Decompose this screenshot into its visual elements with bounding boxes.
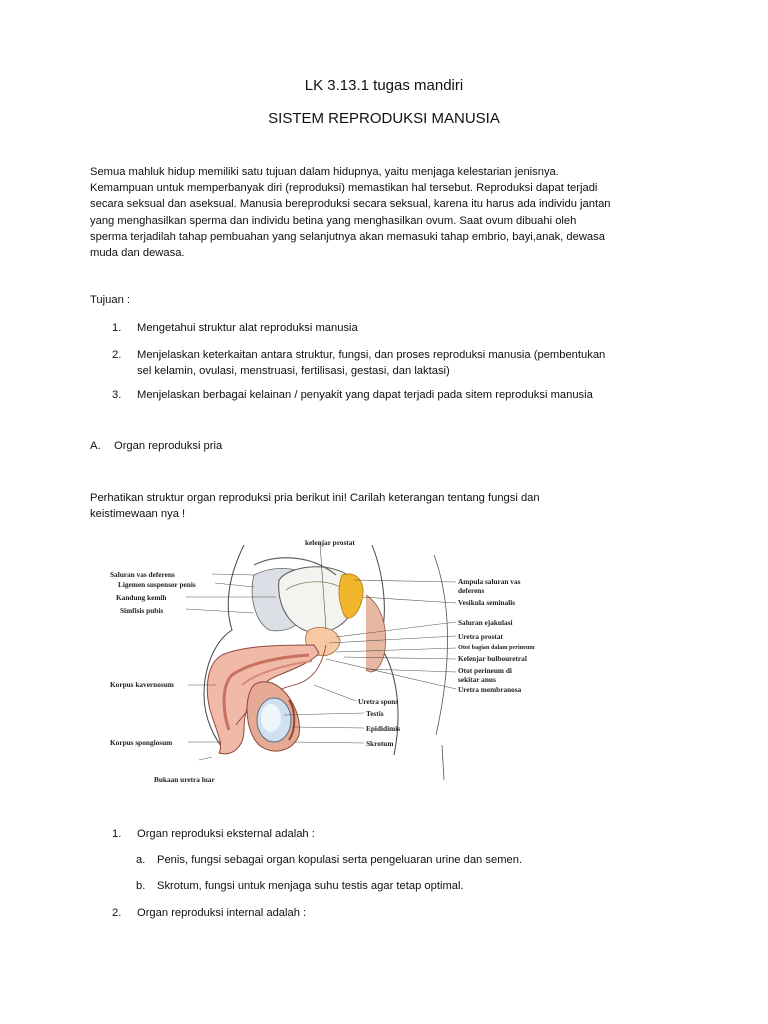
intro-line: Semua mahluk hidup memiliki satu tujuan dalam hidupnya, yaitu menjaga kelestarian jenisnya. (90, 166, 559, 178)
eksternal-item-text: Skrotum, fungsi untuk menjaga suhu testis agar tetap optimal. (157, 880, 464, 892)
male-reproductive-figure (104, 535, 560, 795)
section-a-number: A. (90, 440, 101, 452)
label-vesikula-seminalis: Vesikula seminalis (458, 598, 516, 607)
intro-line: sperma terjadilah tahap pembuahan yang selanjutnya akan memasuki tahap embrio, bayi,anak, dewasa (90, 230, 605, 243)
label-uretra-prostat: Uretra prostat (458, 632, 503, 641)
label-korpus-spongiosum: Korpus spongiosum (110, 738, 173, 747)
intro-paragraph (90, 164, 690, 261)
label-ligemen-suspensor: Ligemen suspensor penis (118, 580, 196, 589)
label-uretra-spons: Uretra spons (358, 697, 399, 706)
label-otot-perineum-anus: Otot perineum di (458, 666, 512, 675)
tujuan-item-number: 2. (112, 349, 122, 361)
label-epididimis: Epididimis (366, 724, 401, 733)
eksternal-item-letter: b. (136, 880, 146, 892)
tujuan-label: Tujuan : (90, 294, 131, 306)
tujuan-item-text: Mengetahui struktur alat reproduksi manusia (137, 322, 358, 334)
section-a-title: Organ reproduksi pria (114, 440, 223, 452)
intro-line: muda dan dewasa. (90, 247, 185, 260)
eksternal-item-letter: a. (136, 854, 146, 866)
label-bukaan-uretra-luar: Bukaan uretra luar (154, 775, 215, 784)
tujuan-item-number: 1. (112, 322, 122, 334)
instruction-line: keistimewaan nya ! (90, 508, 186, 521)
organ-list-text: Organ reproduksi internal adalah : (137, 907, 307, 919)
label-otot-perineum-anus-2: sekitar anus (458, 675, 496, 684)
label-kelenjar-prostat: kelenjar prostat (305, 538, 355, 547)
organ-list-text: Organ reproduksi eksternal adalah : (137, 828, 315, 840)
tujuan-item-text: Menjelaskan keterkaitan antara struktur, fungsi, dan proses reproduksi manusia (pembentukan (137, 349, 606, 361)
label-skrotum: Skrotum (366, 739, 394, 748)
organ-list-number: 2. (112, 907, 122, 919)
tujuan-item-text: sel kelamin, ovulasi, menstruasi, fertilisasi, gestasi, dan laktasi) (137, 365, 450, 378)
label-otot-dalam-perineum: Otot bagian dalam perineum (458, 644, 535, 651)
intro-line: Kemampuan untuk memperbanyak diri (reproduksi) memastikan hal tersebut. Reproduksi dapat terjadi (90, 182, 598, 195)
intro-line: yang menghasilkan sperma dan individu betina yang menghasilkan ovum. Saat ovum dibuahi oleh (90, 214, 577, 227)
label-ampula-2: deferens (458, 586, 485, 595)
tujuan-item-text: Menjelaskan berbagai kelainan / penyakit yang dapat terjadi pada sitem reproduksi manusia (137, 389, 593, 401)
label-testis: Testis (366, 709, 384, 718)
label-ampula: Ampula saluran vas (458, 577, 521, 586)
label-korpus-kavernosum: Korpus kavernosum (110, 680, 174, 689)
label-kandung-kemih: Kandung kemih (116, 593, 167, 602)
label-saluran-ejakulasi: Saluran ejakulasi (458, 618, 513, 627)
document-title: LK 3.13.1 tugas mandiri (304, 77, 464, 94)
label-simfisis-pubis: Simfisis pubis (120, 606, 164, 615)
document-subtitle: SISTEM REPRODUKSI MANUSIA (268, 110, 500, 127)
label-saluran-vas-deferens: Saluran vas deferens (110, 570, 175, 579)
instruction-paragraph (90, 490, 690, 522)
instruction-line: Perhatikan struktur organ reproduksi pria berikut ini! Carilah keterangan tentang fungsi dan (90, 492, 540, 504)
organ-list-number: 1. (112, 828, 122, 840)
label-kelenjar-bulbouretral: Kelenjar bulbouretral (458, 654, 527, 663)
label-uretra-membranosa: Uretra membranosa (458, 685, 522, 694)
eksternal-item-text: Penis, fungsi sebagai organ kopulasi serta pengeluaran urine dan semen. (157, 854, 523, 866)
tujuan-item-number: 3. (112, 389, 122, 401)
intro-line: secara seksual dan aseksual. Manusia bereproduksi secara seksual, karena itu harus ada individu jantan (90, 198, 611, 211)
